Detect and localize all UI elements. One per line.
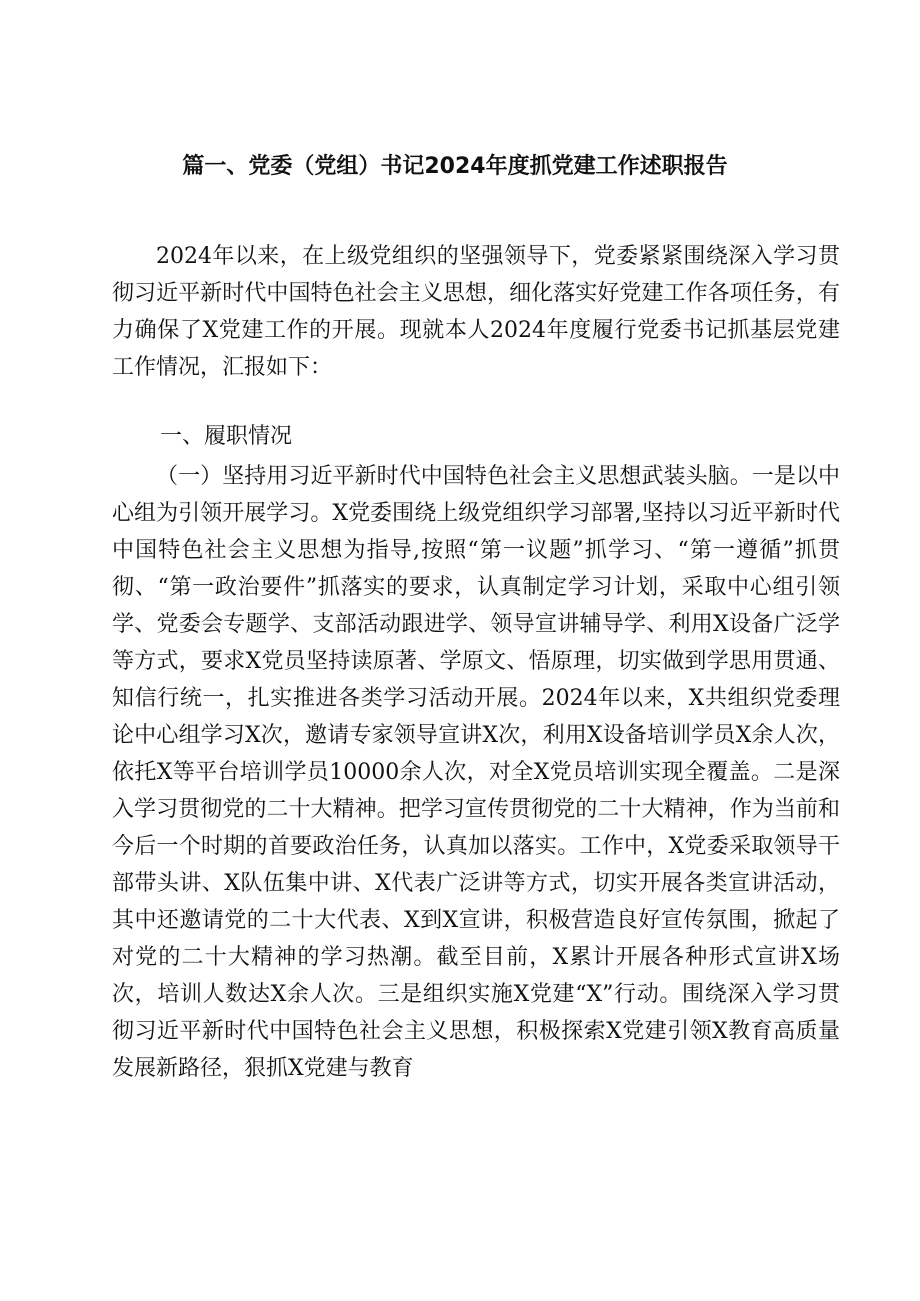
intro-paragraph: 2024年以来，在上级党组织的坚强领导下，党委紧紧围绕深入学习贯彻习近平新时代中国特色社会主义思想，细化落实好党建工作各项任务，有力确保了X党建工作的开展。现就本人2024年度履行党委书记抓基层党建工作情况，汇报如下： [112,244,840,380]
section-paragraph: （一）坚持用习近平新时代中国特色社会主义思想武装头脑。一是以中心组为引领开展学习。X党委围绕上级党组织学习部署,坚持以习近平新时代中国特色社会主义思想为指导,按照“第一议题”抓学习、“第一遵循”抓贯彻、“第一政治要件”抓落实的要求，认真制定学习计划，采取中心组引领学、党委会专题学、支部活动跟进学、领导宣讲辅导学、利用X设备广泛学等方式，要求X党员坚持读原著、学原文、悟原理，切实做到学思用贯通、知信行统一，扎实推进各类学习活动开展。2024年以来，X共组织党委理论中心组学习X次，邀请专家领导宣讲X次，利用X设备培训学员X余人次，依托X等平台培训学员10000余人次，对全X党员培训实现全覆盖。二是深入学习贯彻党的二十大精神。把学习宣传贯彻党的二十大精神，作为当前和今后一个时期的首要政治任务，认真加以落实。工作中，X党委采取领导干部带头讲、X队伍集中讲、X代表广泛讲等方式，切实开展各类宣讲活动，其中还邀请党的二十大代表、X到X宣讲，积极营造良好宣传氛围，掀起了对党的二十大精神的学习热潮。截至目前，X累计开展各种形式宣讲X场次，培训人数达X余人次。三是组织实施X党建“X”行动。围绕深入学习贯彻习近平新时代中国特色社会主义思想，积极探索X党建引领X教育高质量发展新路径，狠抓X党建与教育 [112,464,840,1081]
section-heading: 一、履职情况 [160,424,293,449]
document-title: 篇一、党委（党组）书记2024年度抓党建工作述职报告 [182,154,728,179]
